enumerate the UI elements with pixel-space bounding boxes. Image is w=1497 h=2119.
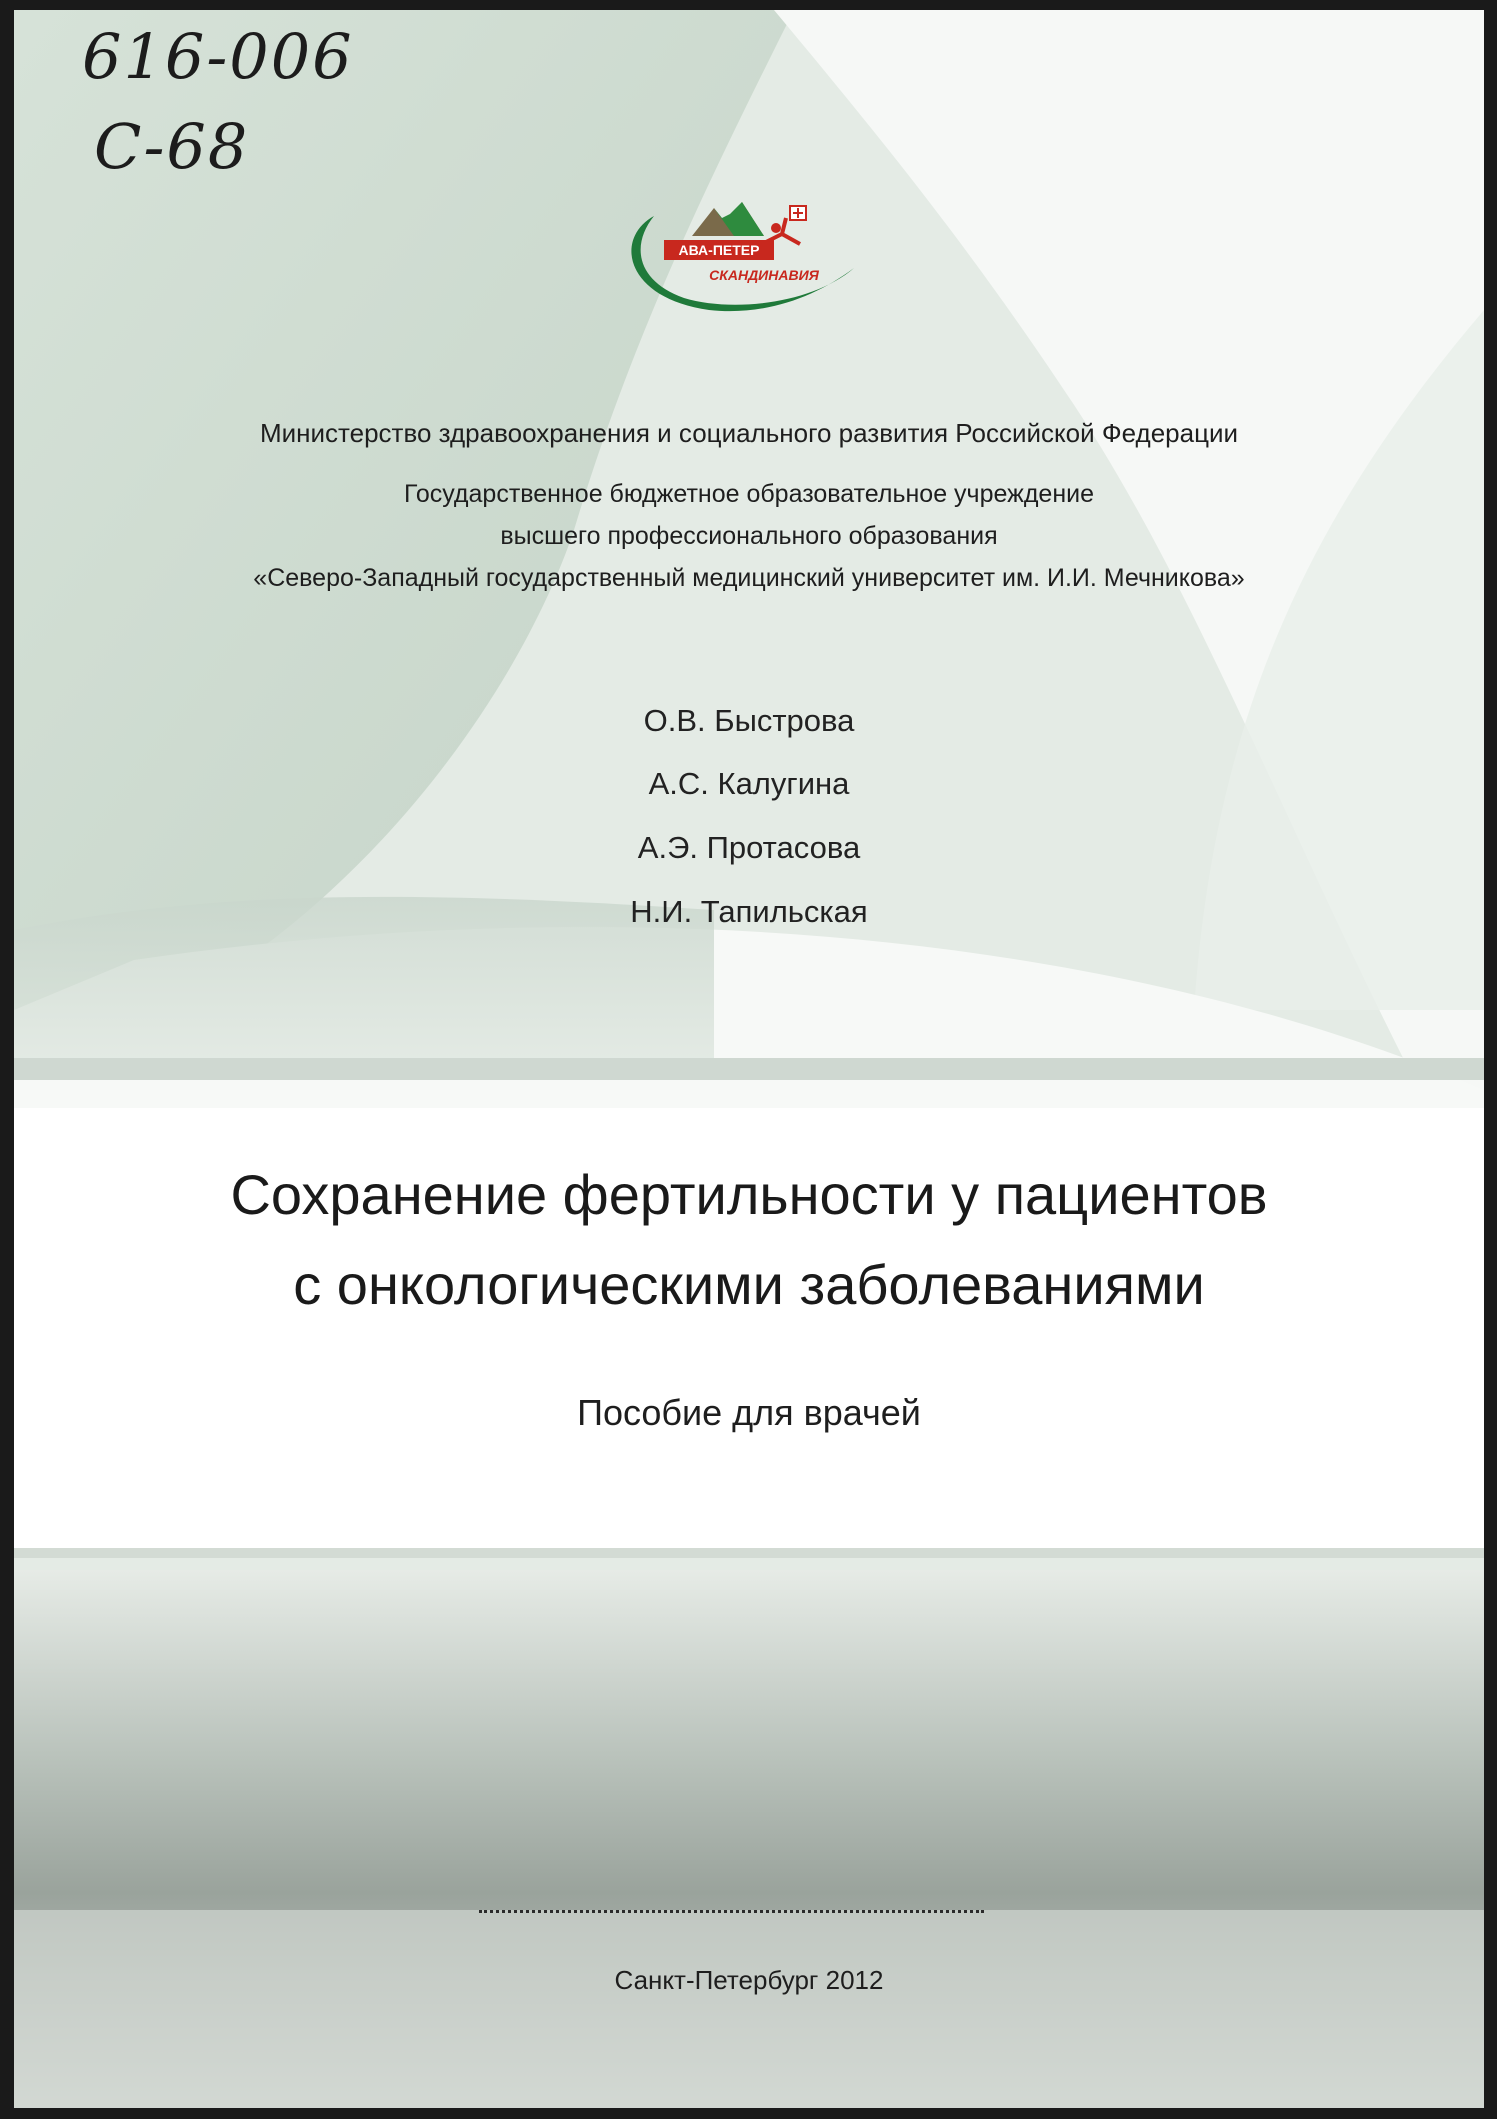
- dotted-divider: [479, 1910, 984, 1913]
- logo-text-line1: АВА-ПЕТЕР: [678, 242, 760, 258]
- logo-runner-icon: [764, 206, 806, 244]
- author-4: Н.И. Тапильская: [630, 894, 868, 929]
- handwritten-catalog-code: 616-006: [82, 20, 354, 93]
- book-title-line-2: с онкологическими заболеваниями: [293, 1253, 1205, 1316]
- institution-line-3: «Северо-Западный государственный медицинский университет им. И.И. Мечникова»: [253, 564, 1245, 592]
- book-cover: [14, 10, 1484, 2108]
- handwritten-shelf-mark: С-68: [94, 110, 250, 183]
- author-2: А.С. Калугина: [648, 766, 850, 801]
- logo-text-line2: СКАНДИНАВИЯ: [709, 267, 819, 283]
- institution-line-1: Государственное бюджетное образовательное учреждение: [403, 480, 1094, 508]
- cover-background: [14, 10, 1484, 2108]
- author-3: А.Э. Протасова: [637, 830, 861, 865]
- book-subtitle: Пособие для врачей: [577, 1392, 921, 1433]
- ministry-name: Министерство здравоохранения и социального развития Российской Федерации: [259, 418, 1239, 448]
- book-title-line-1: Сохранение фертильности у пациентов: [230, 1163, 1268, 1226]
- institution-line-2: высшего профессионального образования: [500, 522, 998, 550]
- publisher-logo: [614, 188, 894, 323]
- author-1: О.В. Быстрова: [643, 703, 855, 738]
- city-year: Санкт-Петербург 2012: [614, 1965, 884, 1995]
